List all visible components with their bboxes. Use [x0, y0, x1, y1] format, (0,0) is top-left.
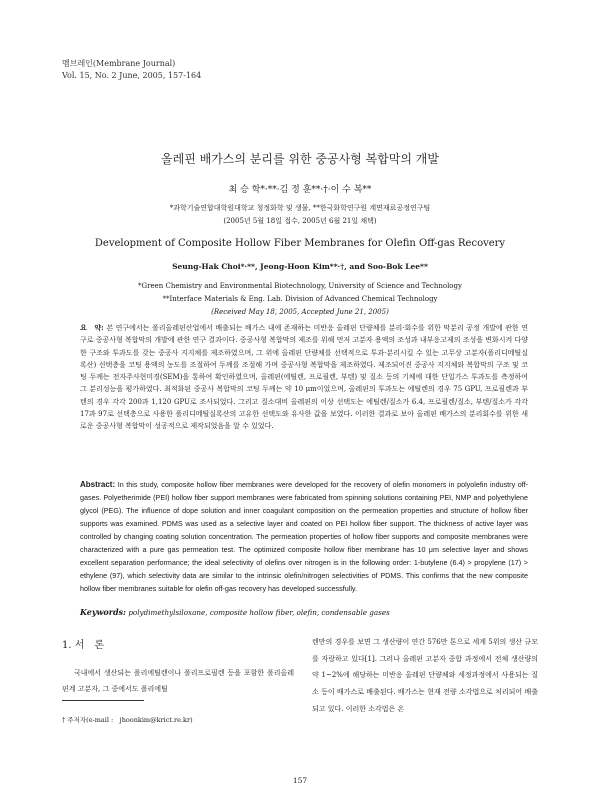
- english-affiliation-2: **Interface Materials & Eng. Lab. Division of Advanced Chemical Technology: [162, 295, 438, 303]
- english-authors: Seung-Hak Choi*·**, Jeong-Hoon Kim**·†, and Soo-Bok Lee**: [172, 262, 428, 271]
- english-title: Development of Composite Hollow Fiber Membranes for Olefin Off-gas Recovery: [94, 238, 506, 249]
- journal-name: 멤브레인(Membrane Journal): [62, 59, 176, 68]
- english-abstract: [80, 478, 528, 595]
- footnote-divider: [62, 700, 144, 701]
- korean-abstract: [80, 322, 528, 433]
- korean-abstract-text: 본 연구에서는 폴리올레핀산업에서 배출되는 배가스 내에 존재하는 미반응 올레핀 단량체를 분리·회수를 위한 막분리 공정 개발에 관한 연구로 중공사형 복합막의 개발에 관한 연구 결과이다. 중공사형 복합막의 제조를 위해 먼저 고분자 용액의 조성과 내부응고제의 조성을 변화시켜 다양한 구조와 투과도를 갖는 중공사 지지체를 제조하였으며, 그 위에 올레핀 단량체를 선택적으로 투과·분리시킬 수 있는 고무상 고분자(폴리디메틸실록산) 선택층을 코팅 용액의 농도를 조절하여 두께를 조절해 가며 중공사형 복합막을 제조하였다. 제조되어진 중공사 지지체와 복합막의 구조 및 코팅 두께는 전자주사현미경(SEM)을 통하여 확인하였으며, 올레핀(에틸렌, 프로필렌, 부텐) 및 질소 등의 기체에 대한 단일가스 투과도를 측정하여 그 분리성능을 평가하였다. 최적화된 중공사 복합막의 코팅 두께는 약 10 μm이었으며, 올레핀의 투과도는 에틸렌의 경우 75 GPU, 프로필렌과 부텐의 경우 각각 200과 1,120 GPU로 조사되었다. 그리고 질소대비 올레핀의 이상 선택도는 에틸렌/질소가 6.4, 프로필렌/질소, 부텐/질소가 각각 17과 97로 선택층으로 사용한 폴리디메틸실록산의 고유한 선택도와 유사한 값을 보였다. 이러한 결과로 보아 올레핀 배가스의 분리회수를 위한 새로운 중공사형 복합막이 성공적으로 제작되었음을 알 수 있었다.: [80, 324, 529, 431]
- korean-title: 올레핀 배가스의 분리를 위한 중공사형 복합막의 개발: [161, 152, 439, 166]
- keywords-text: polydimethylsiloxane, composite hollow fiber, olefin, condensable gases: [128, 608, 390, 617]
- right-column: [312, 634, 538, 718]
- korean-authors: 최 승 학*·**·김 정 훈**·†·이 수 복**: [228, 185, 372, 195]
- english-abstract-text: In this study, composite hollow fiber membranes were developed for the recovery of olefin monomers in polyolefin industry off-gases. Polyetherimide (PEI) hollow fiber support membranes were fabricated from spinning solutions containing PEI, NMP and polyethylene glycol (PEG). The influence of dope solution and inner coagulant composition on the permeation properties and structure of hollow fiber supports was examined. PDMS was used as a selective layer and coated on PEI hollow fiber support. The thickness of active layer was controlled by changing coating solution concentration. The permeation properties of hollow fiber supports and composite membranes were characterized with a pure gas permeation test. The optimized composite hollow fiber membrane has 10 μm selective layer and shows excellent separation performance; the ideal selectivity of olefins over nitrogen is in the following order: 1-butylene (6.4) > propylene (17) > ethylene (97), which selectivity data are similar to the intrinsic olefin/nitrogen selectivities of PDMS. This confirms that the new composite hollow fiber membranes suitable for olefin off-gas recovery has developed successfully.: [80, 480, 528, 593]
- journal-volume: Vol. 15, No. 2 June, 2005, 157-164: [62, 71, 202, 80]
- english-affiliation-1: *Green Chemistry and Environmental Biotechnology, University of Science and Technology: [138, 282, 462, 290]
- korean-abstract-label: 요 약:: [80, 323, 104, 332]
- keywords: [80, 607, 528, 617]
- journal-header: [62, 58, 201, 82]
- korean-dates: (2005년 5월 18일 접수, 2005년 6월 21일 채택): [223, 217, 377, 225]
- right-column-text: 렌만의 경우를 보면 그 생산량이 연간 576만 톤으로 세계 5위의 생산 규모를 자랑하고 있다[1]. 그러나 올레핀 고분자 중합 과정에서 전체 생산량의 약 1~2%에 해당하는 미반응 올레핀 단량체와 세정과정에서 사용되는 질소 등이 배가스로 배출된다. 배가스는 현재 전량 소각법으로 처리되어 배출되고 있다. 이러한 소각법은 온: [312, 638, 538, 713]
- footnote: † 주저자(e-mail : jhoonkim@krict.re.kr): [62, 716, 193, 724]
- english-abstract-label: Abstract:: [80, 480, 116, 489]
- keywords-label: Keywords:: [80, 607, 127, 617]
- english-dates: (Received May 18, 2005, Accepted June 21, 2005): [211, 308, 389, 316]
- section-heading: 1. 서 론: [62, 640, 105, 651]
- left-column: [62, 636, 294, 697]
- left-column-text: 국내에서 생산되는 폴리에틸렌이나 폴리프로필렌 등을 포함한 폴리올레핀계 고분자, 그 중에서도 폴리에틸: [62, 669, 294, 693]
- korean-affiliation: *과학기술연합대학원대학교 청정화학 및 생물, **한국화학연구원 계면재료공정연구팀: [169, 204, 431, 212]
- page-number: 157: [292, 776, 308, 785]
